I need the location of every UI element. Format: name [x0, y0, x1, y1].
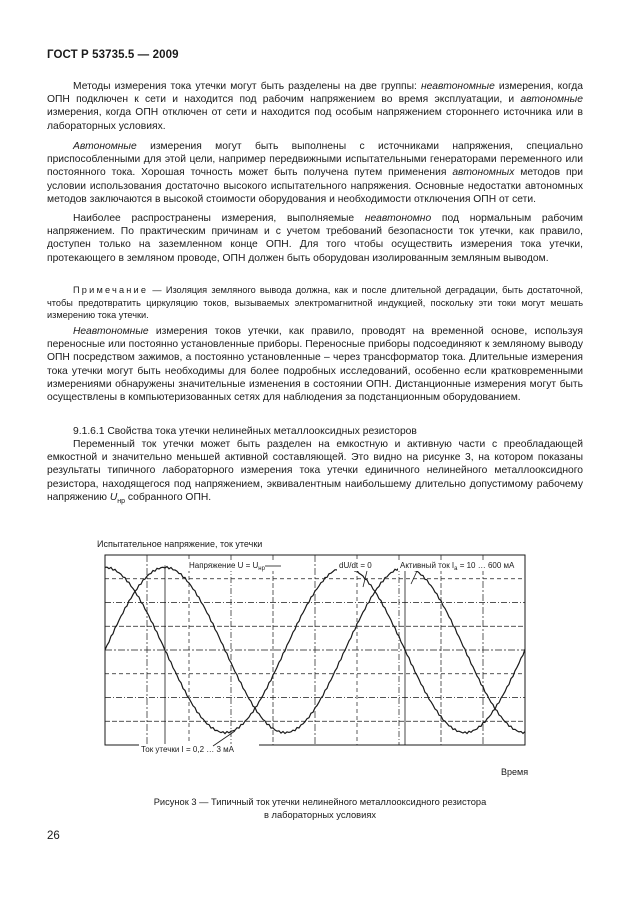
document-header: ГОСТ Р 53735.5 — 2009 — [47, 49, 179, 61]
text-span: измерения могут быть выполнены с источниками напряжения, специально приспособленными для этой цели, например передвижными испытательными генераторами переменного или постоянного тока. Хорошая точность может быть получена путем применения — [47, 141, 583, 179]
chart-title: Испытательное напряжение, ток утечки — [97, 539, 263, 549]
italic-term: Автономные — [73, 141, 137, 152]
oscillogram-chart — [95, 535, 535, 780]
annotation-active-value: = 10 … 600 мА — [457, 561, 515, 570]
pointer-active — [411, 571, 417, 584]
italic-term: неавтономно — [364, 213, 432, 224]
text-span: измерения токов утечки, как правило, проводят на временной основе, используя переносные или постоянно установленные приборы. Переносные приборы подсоединяют к земляному выводу ОПН посредством зажимов, а постоянно установленные – через трансформатор тока. Длительные измерения тока утечки могут быть необходимы для более подробных исследований, особенно если кратковременными измерениями обнаружены значительные изменения в состоянии ОПН. Дистанционные измерения могут быть осуществлены в компьютеризованных сетях для наблюдения за подстанционным оборудованием. — [47, 326, 583, 404]
text-span: Методы измерения тока утечки могут быть разделены на две группы: — [73, 81, 421, 92]
annotation-dudt — [337, 560, 385, 571]
italic-term: неавтономные — [420, 81, 495, 92]
text-span: измерения, когда ОПН подключен к сети и находится под рабочим напряжением во время эксплуатации, и — [47, 81, 583, 106]
caption-line-1: Рисунок 3 — Типичный ток утечки нелинейного металлооксидного резистора — [153, 797, 487, 807]
annotation-dudt-text: dU/dt = 0 — [339, 561, 372, 570]
annotation-active-sub: а — [454, 566, 458, 572]
annotation-voltage-main: Напряжение U = U — [189, 561, 259, 570]
text-span: измерения, когда ОПН отключен от сети и находится под особым напряжением стороннего источника или в лабораторных условиях. — [47, 107, 583, 132]
paragraph-measurement-methods — [47, 80, 583, 133]
italic-term: автономные — [520, 94, 583, 106]
annotation-voltage-sub: нр — [258, 566, 265, 572]
note-text: — Изоляция земляного вывода должна, как и после длительной деградации, быть достаточной, чтобы предотвратить циркуляцию токов, вызываемых электромагнитной индукцией, поскольку эти токи могут мешать измерению тока утечки. — [47, 285, 583, 321]
note-label: Примечание — [73, 285, 149, 295]
text-span: методов при условии использования достаточно высокого испытательного напряжения. Основные недостатки автономных методов заключаются в высокой стоимости оборудования и необходимости отключения ОПН от сети. — [47, 167, 583, 205]
voltage-subscript: нр — [117, 497, 126, 505]
annotation-leakage-text: Ток утечки I = 0,2 … 3 мА — [141, 745, 234, 754]
annotation-active-main: Активный ток I — [400, 561, 455, 570]
text-span: Наиболее распространены измерения, выполняемые — [73, 213, 365, 224]
paragraph-online-measurements — [47, 325, 583, 404]
x-axis-label: Время — [501, 767, 529, 777]
paragraph-online-methods — [47, 212, 583, 265]
italic-term: Неавтономные — [73, 326, 149, 337]
italic-term: автономных — [452, 167, 515, 179]
section-heading — [47, 425, 583, 438]
text-span: под нормальным рабочим напряжением. По практическим причинам и с учетом требований безопасности ток утечки, как правило, доступен только на заземленном конце ОПН. Для того чтобы осуществить измерения тока утечки, протекающего в земляном проводе, ОПН должен быть оборудован изолированным земляным выводом. — [47, 213, 583, 264]
text-span: собранного ОПН. — [125, 491, 212, 503]
annotation-leakage-current — [139, 744, 259, 755]
chart-svg — [95, 535, 535, 780]
paragraph-offline-methods — [47, 140, 583, 206]
paragraph-leakage-properties — [47, 438, 583, 508]
caption-line-2: в лабораторных условиях — [264, 810, 376, 820]
voltage-symbol: U — [109, 491, 118, 503]
page-number: 26 — [47, 830, 60, 842]
note-paragraph — [47, 284, 583, 322]
section-heading-text: 9.1.6.1 Свойства тока утечки нелинейных металлооксидных резисторов — [73, 426, 417, 437]
chart-grid — [105, 555, 525, 745]
annotation-active-current — [398, 560, 520, 572]
figure-caption — [100, 796, 540, 822]
text-span: Переменный ток утечки может быть разделен на емкостную и активную части с преобладающей емкостной и значительно меньшей активной составляющей. Это видно на рисунке 3, на котором показаны результаты типичного лабораторного измерения тока утечки единичного нелинейного металлооксидного резистора, находящегося под напряжением, эквивалентным наибольшему длительно допустимому рабочему напряжению — [47, 439, 583, 503]
